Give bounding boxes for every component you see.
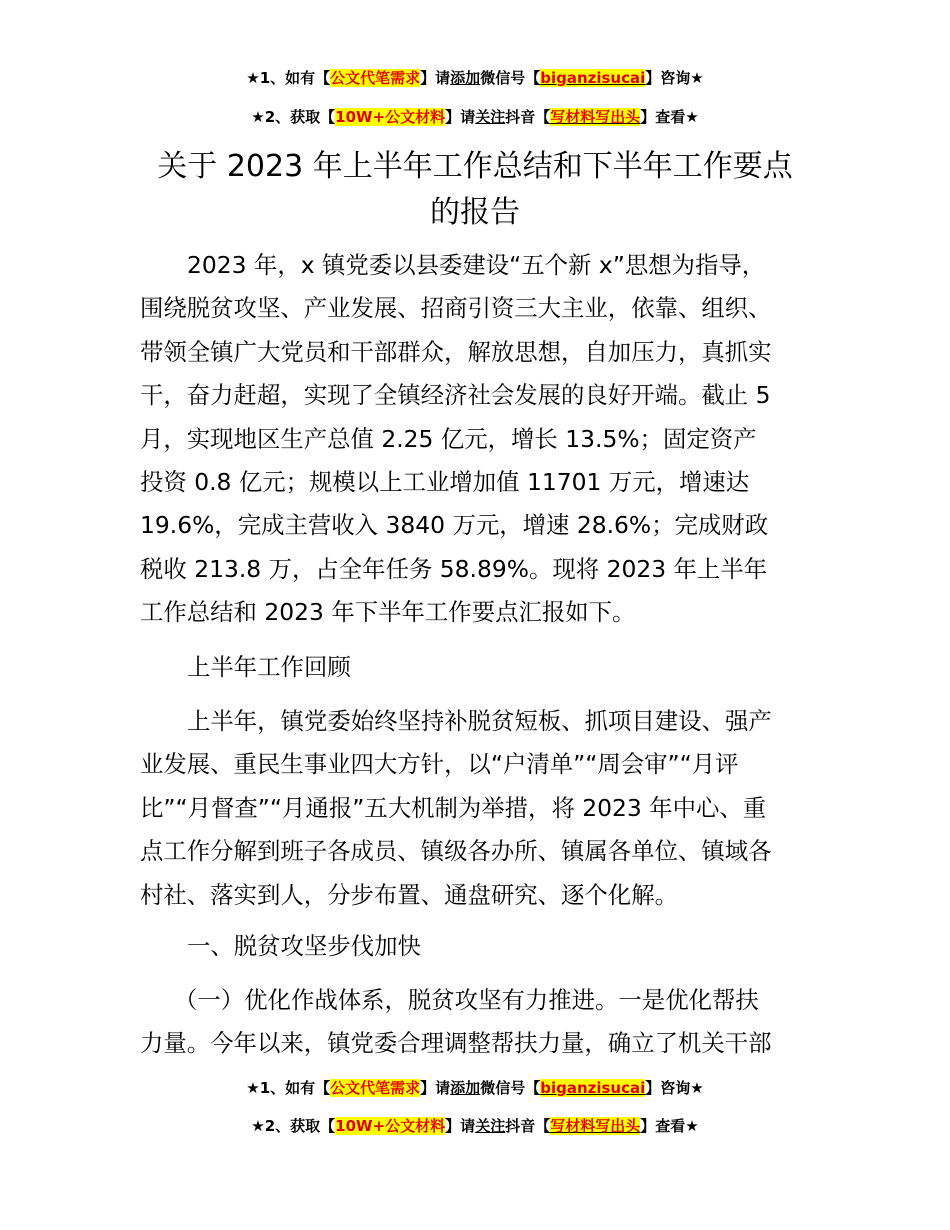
top-banner-line-1: ★1、如有【公文代笔需求】请添加微信号【biganzisucai】咨询★ — [246, 69, 704, 87]
text-line: 干，奋力赶超，实现了全镇经济社会发展的良好开端。截止 5 — [140, 381, 771, 410]
text-line: 业发展、重民生事业四大方针，以“户清单”“周会审”“月评 — [140, 750, 739, 779]
highlight-wechat-id: biganzisucai — [540, 69, 646, 87]
intro-paragraph — [140, 244, 812, 635]
highlight-douyin-id: 写材料写出头 — [550, 108, 641, 126]
star-icon: ★ — [690, 69, 704, 87]
star-icon: ★ — [246, 1079, 260, 1097]
underlined-action: 关注 — [475, 108, 506, 126]
highlight-wechat-id: biganzisucai — [540, 1079, 646, 1097]
title-line: 关于 2023 年上半年工作总结和下半年工作要点 — [157, 149, 793, 184]
section-one-paragraph — [140, 979, 812, 1066]
highlight-service: 公文代笔需求 — [330, 69, 421, 87]
text-line: 带领全镇广大党员和干部群众，解放思想，自加压力，真抓实 — [140, 337, 772, 366]
text-line: 工作总结和 2023 年下半年工作要点汇报如下。 — [140, 598, 636, 627]
review-paragraph — [140, 700, 812, 917]
highlight-materials: 10W+公文材料 — [335, 108, 446, 126]
star-icon: ★ — [685, 1117, 699, 1135]
highlight-douyin-id: 写材料写出头 — [550, 1117, 641, 1135]
text-line: 点工作分解到班子各成员、镇级各办所、镇属各单位、镇域各 — [140, 837, 772, 866]
text-line: 月，实现地区生产总值 2.25 亿元，增长 13.5%；固定资产 — [140, 424, 757, 453]
underlined-action: 添加 — [450, 69, 481, 87]
text-line: 税收 213.8 万，占全年任务 58.89%。现将 2023 年上半年 — [140, 554, 768, 583]
star-icon: ★ — [251, 108, 265, 126]
text-line: 比”“月督查”“月通报”五大机制为举措，将 2023 年中心、重 — [140, 793, 767, 822]
text-line: 上半年，镇党委始终坚持补脱贫短板、抓项目建设、强产 — [187, 707, 772, 735]
document-title — [0, 144, 950, 236]
section-heading-review: 上半年工作回顾 — [187, 653, 351, 681]
text-line: 围绕脱贫攻坚、产业发展、招商引资三大主业，依靠、组织、 — [140, 294, 772, 323]
text-line: 村社、落实到人，分步布置、通盘研究、逐个化解。 — [140, 880, 678, 909]
star-icon: ★ — [685, 108, 699, 126]
underlined-action: 添加 — [450, 1079, 481, 1097]
text-line: 2023 年，x 镇党委以县委建设“五个新 x”思想为指导， — [187, 251, 766, 279]
section-heading-one: 一、脱贫攻坚步伐加快 — [187, 932, 421, 960]
bottom-banner-line-2: ★2、获取【10W+公文材料】请关注抖音【写材料写出头】查看★ — [251, 1117, 699, 1135]
bottom-banner-line-1: ★1、如有【公文代笔需求】请添加微信号【biganzisucai】咨询★ — [246, 1079, 704, 1097]
text-line: 19.6%，完成主营收入 3840 万元，增速 28.6%；完成财政 — [140, 511, 769, 540]
star-icon: ★ — [251, 1117, 265, 1135]
text-line: 投资 0.8 亿元；规模以上工业增加值 11701 万元，增速达 — [140, 468, 750, 497]
top-banner-line-2: ★2、获取【10W+公文材料】请关注抖音【写材料写出头】查看★ — [251, 108, 699, 126]
star-icon: ★ — [690, 1079, 704, 1097]
text-line: （一）优化作战体系，脱贫攻坚有力推进。一是优化帮扶 — [174, 986, 759, 1014]
highlight-materials: 10W+公文材料 — [335, 1117, 446, 1135]
star-icon: ★ — [246, 69, 260, 87]
title-line: 的报告 — [430, 195, 520, 230]
text-line: 力量。今年以来，镇党委合理调整帮扶力量，确立了机关干部 — [140, 1029, 772, 1058]
underlined-action: 关注 — [475, 1117, 506, 1135]
highlight-service: 公文代笔需求 — [330, 1079, 421, 1097]
